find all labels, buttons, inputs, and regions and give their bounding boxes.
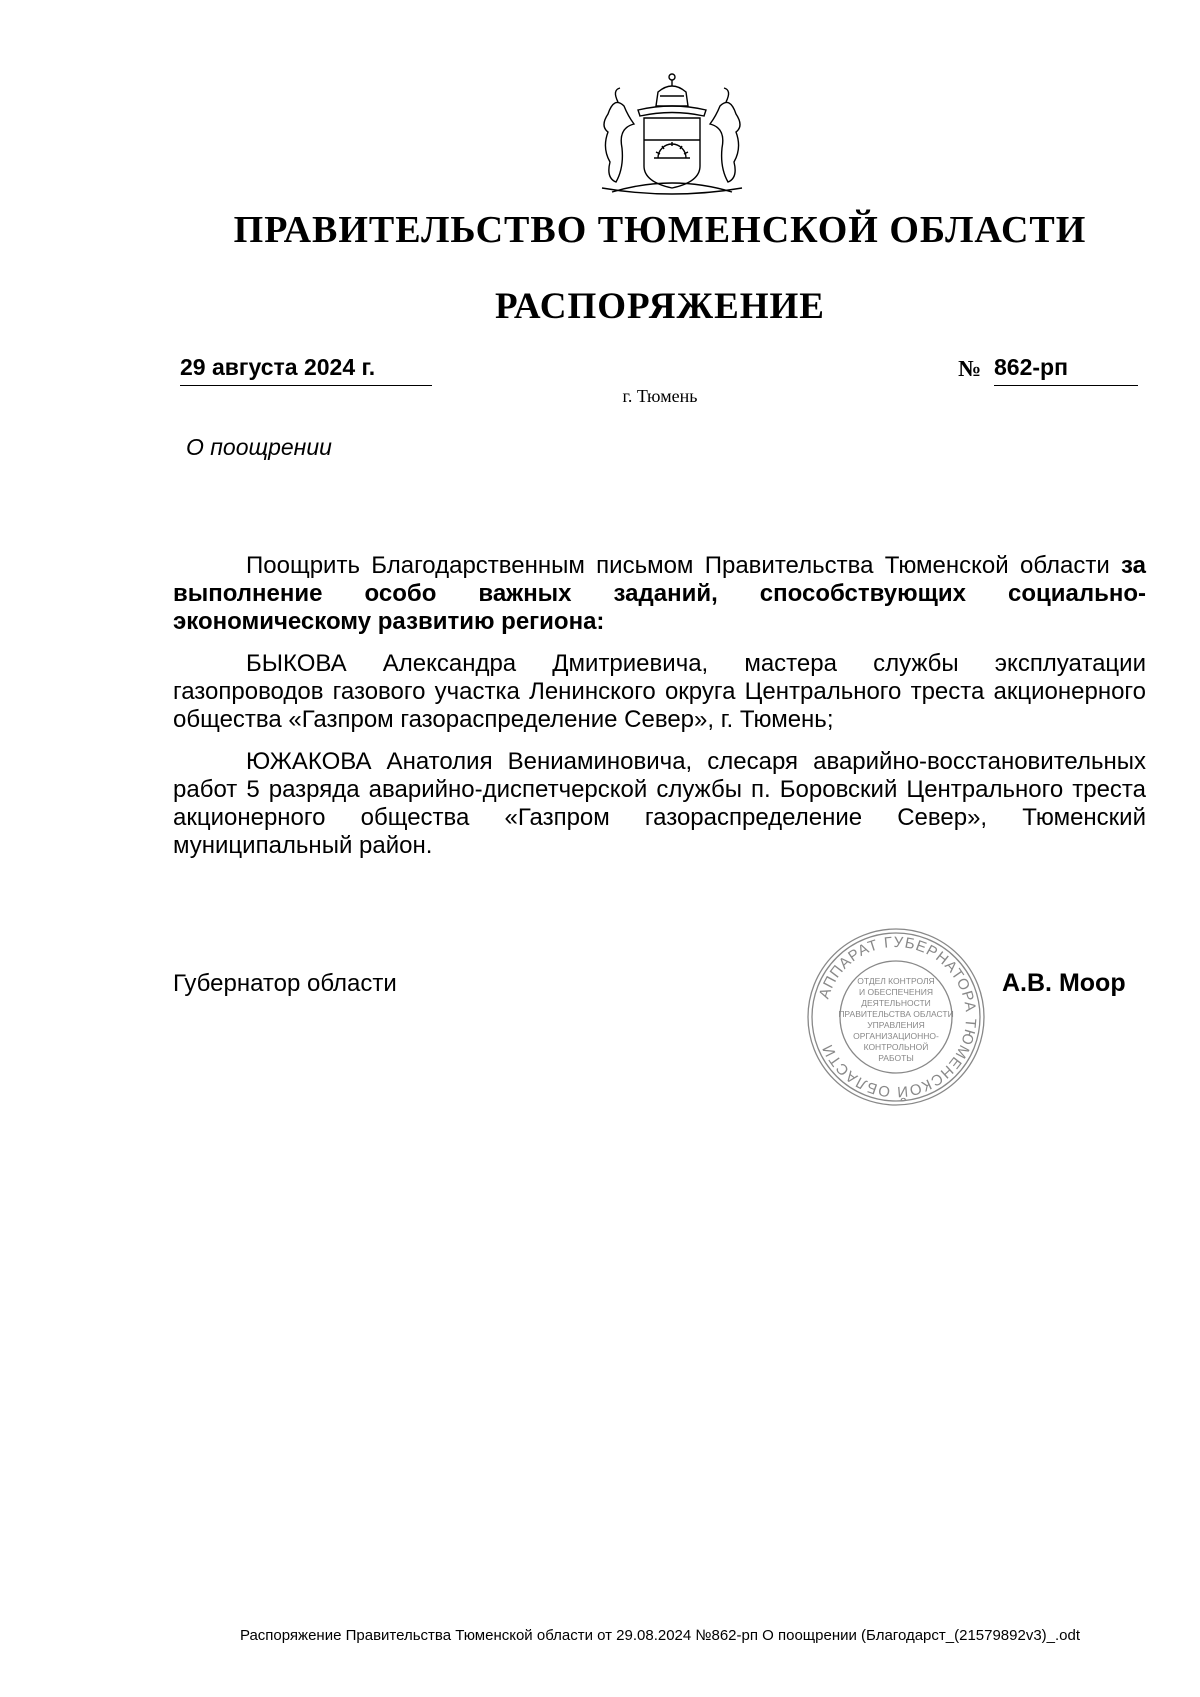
intro-paragraph <box>173 552 1146 636</box>
intro-text: Поощрить Благодарственным письмом Правительства Тюменской области <box>246 552 1122 579</box>
number-sign: № <box>958 356 982 381</box>
stamp-line: ДЕЯТЕЛЬНОСТИ <box>861 998 931 1008</box>
stamp-line: ОРГАНИЗАЦИОННО- <box>853 1031 939 1041</box>
stamp-line: РАБОТЫ <box>878 1053 914 1063</box>
official-stamp-icon <box>803 924 989 1110</box>
document-number: 862-рп <box>994 354 1138 386</box>
stamp-line: УПРАВЛЕНИЯ <box>867 1020 925 1030</box>
stamp-line: ПРАВИТЕЛЬСТВА ОБЛАСТИ <box>838 1009 954 1019</box>
page-footer: Распоряжение Правительства Тюменской области от 29.08.2024 №862-рп О поощрении (Благодарст_(21579892v3)_.odt <box>239 1627 1081 1644</box>
document-type-heading: РАСПОРЯЖЕНИЕ <box>494 286 825 327</box>
document-subject: О поощрении <box>186 434 332 460</box>
organization-title: ПРАВИТЕЛЬСТВО ТЮМЕНСКОЙ ОБЛАСТИ <box>233 209 1087 251</box>
stamp-line: КОНТРОЛЬНОЙ <box>863 1042 929 1052</box>
intro-bold-text: за выполнение особо важных заданий, способствующих социально-экономическому развитию региона: <box>173 552 1146 635</box>
awardee-paragraph: БЫКОВА Александра Дмитриевича, мастера службы эксплуатации газопроводов газового участка Ленинского округа Центрального треста акционерного общества «Газпром газораспределение Север», г. Тюмень; <box>173 650 1146 733</box>
signatory-title: Губернатор области <box>173 970 397 997</box>
stamp-line: И ОБЕСПЕЧЕНИЯ <box>859 987 933 997</box>
signatory-name: А.В. Моор <box>1002 969 1126 997</box>
document-date: 29 августа 2024 г. <box>180 354 432 386</box>
stamp-line: ОТДЕЛ КОНТРОЛЯ <box>857 976 935 986</box>
city-label: г. Тюмень <box>622 386 698 406</box>
document-body <box>173 552 1146 874</box>
awardee-paragraph: ЮЖАКОВА Анатолия Вениаминовича, слесаря аварийно-восстановительных работ 5 разряда аварийно-диспетчерской службы п. Боровский Центрального треста акционерного общества «Газпром газораспределение Север», Тюменский муниципальный район. <box>173 748 1146 859</box>
stamp-outer-text: АППАРАТ ГУБЕРНАТОРА ТЮМЕНСКОЙ ОБЛАСТИ <box>815 933 980 1101</box>
coat-of-arms-icon <box>588 66 756 200</box>
